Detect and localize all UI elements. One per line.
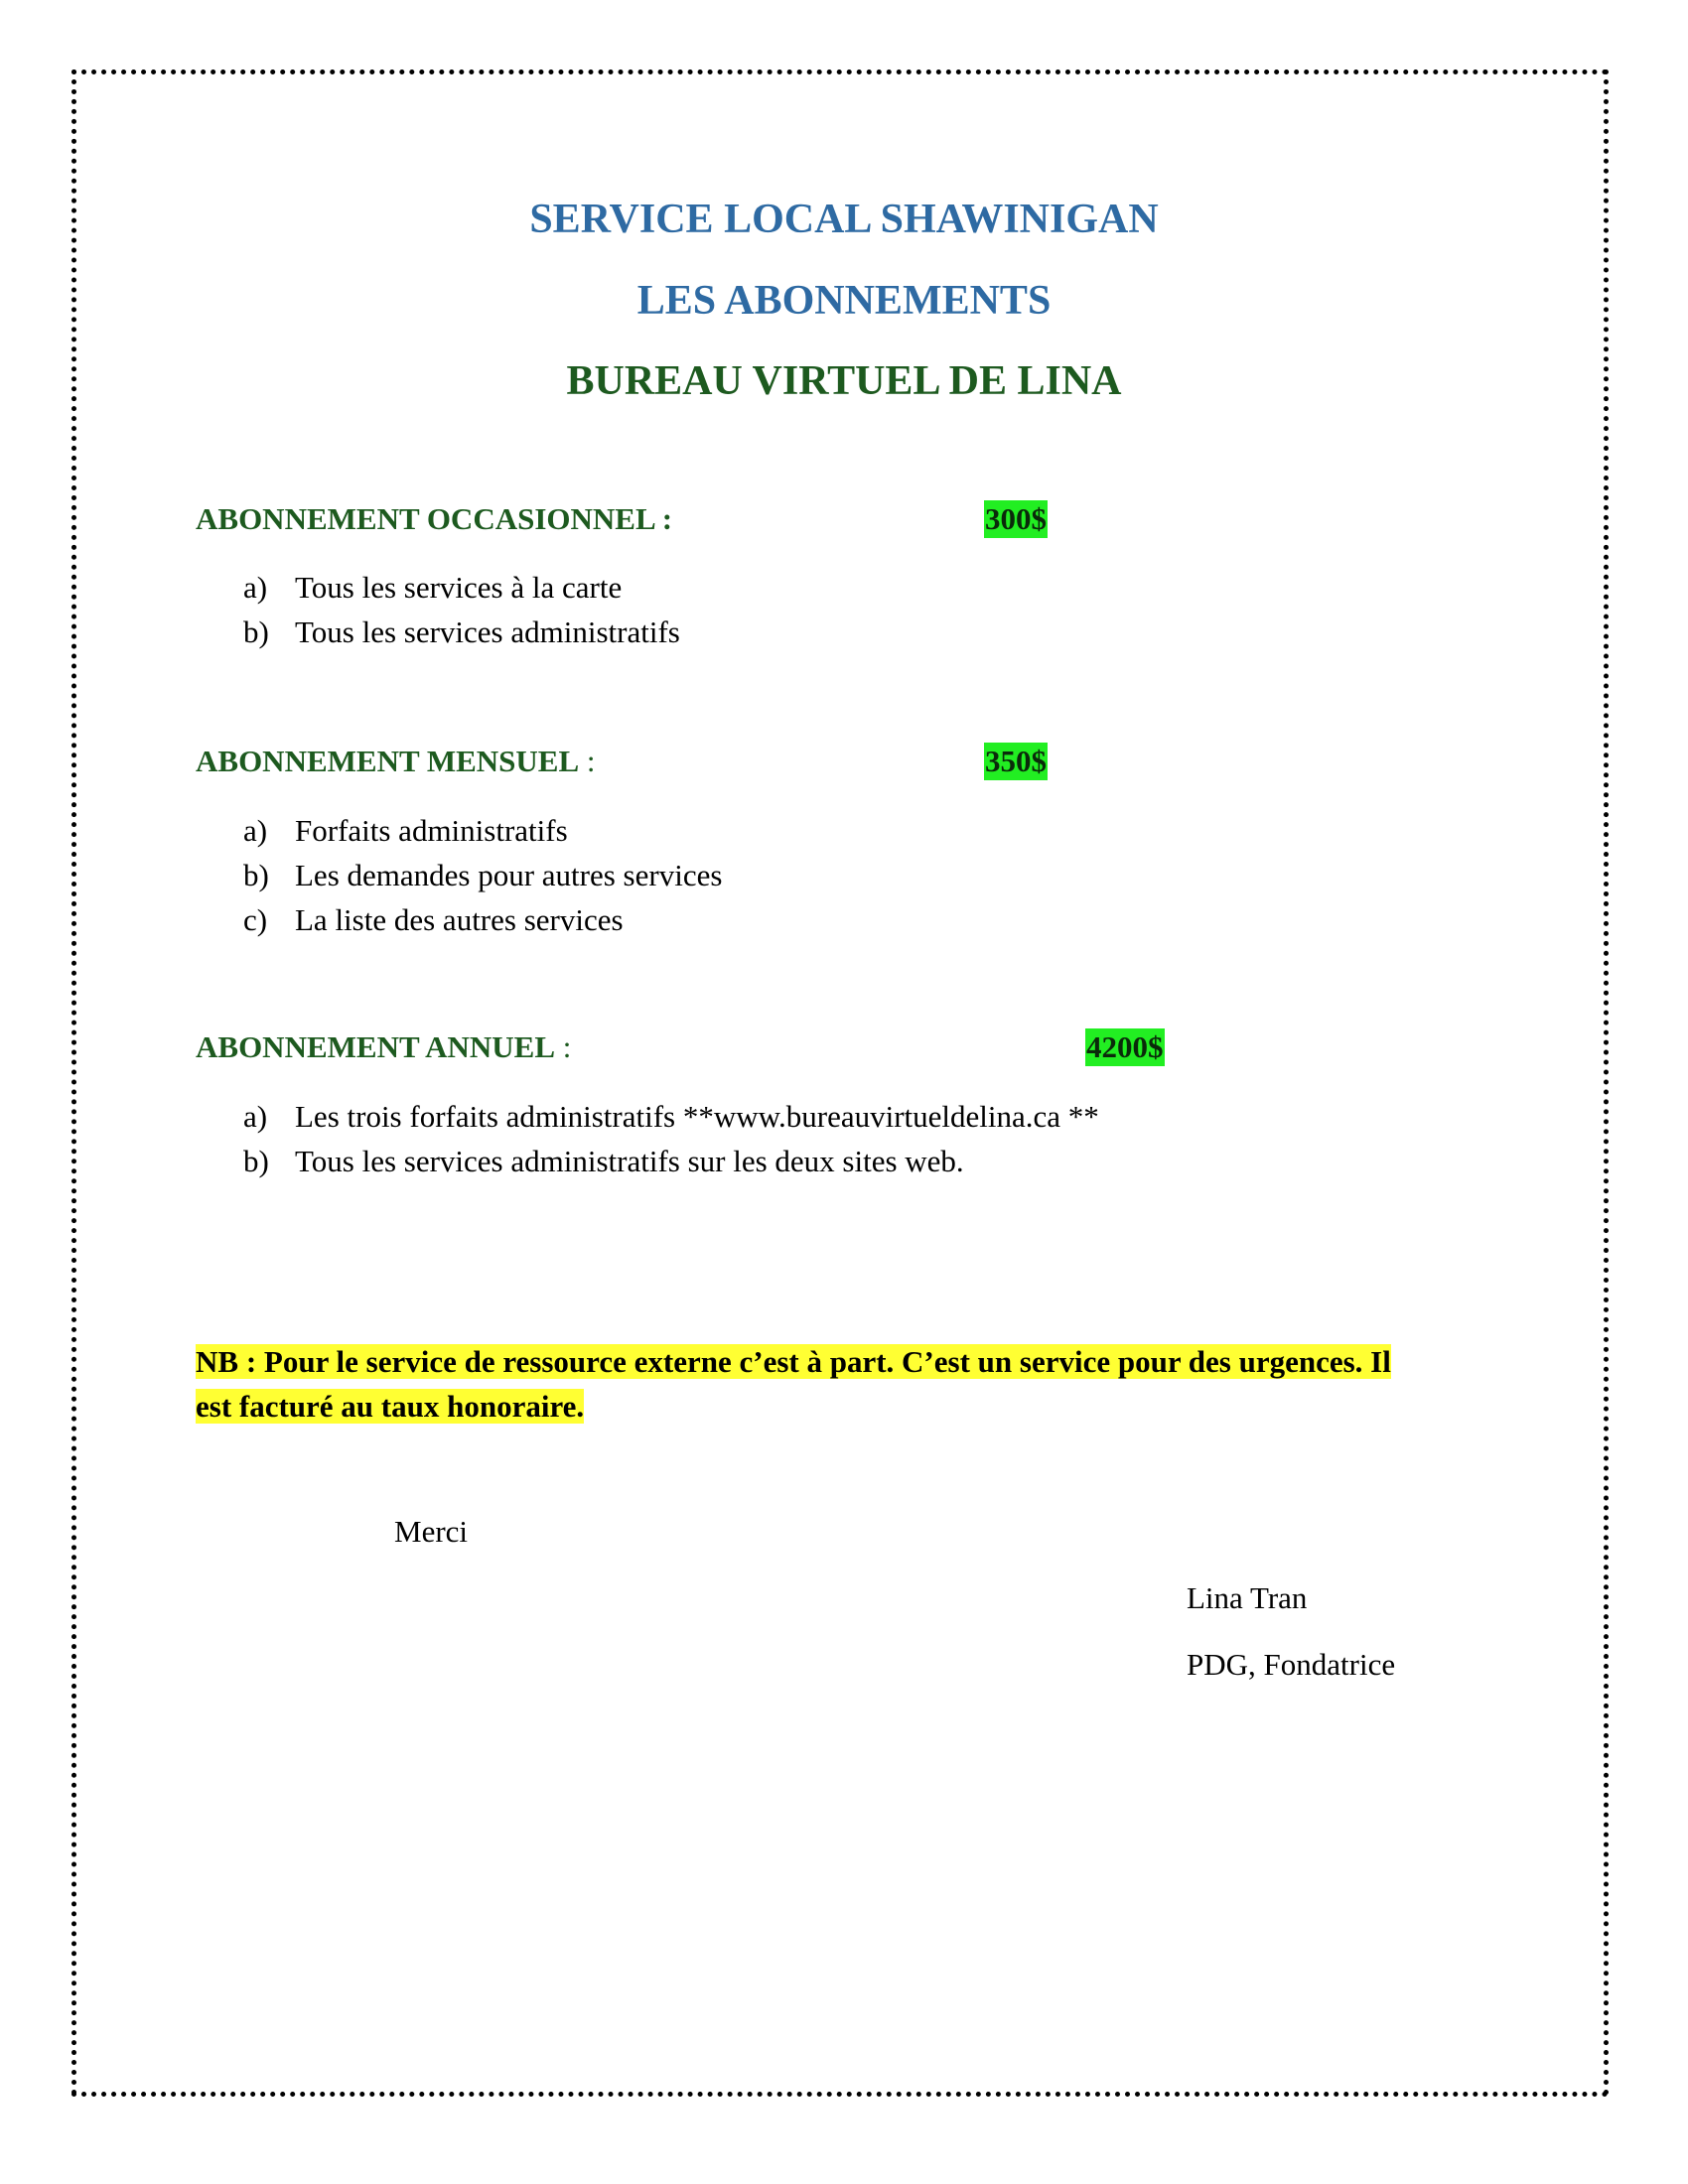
signature-role: PDG, Fondatrice [1187,1647,1396,1682]
note-line-1: NB : Pour le service de ressource externe c’est à part. C’est un service pour des urgences. Il [196,1344,1391,1379]
item-letter: a) [243,570,268,605]
list-item [243,1139,1099,1183]
item-text: Les trois forfaits administratifs **www.bureauvirtueldelina.ca ** [295,1099,1099,1134]
item-letter: a) [243,1099,268,1134]
item-text: La liste des autres services [295,902,624,937]
item-text: Forfaits administratifs [295,813,568,848]
item-letter: b) [243,858,269,892]
heading-label: ABONNEMENT MENSUEL [196,744,580,778]
price-occasionnel: 300$ [985,501,1047,536]
list-item [243,565,680,610]
heading-label: ABONNEMENT OCCASIONNEL [196,501,654,536]
list-item [243,853,722,897]
price-mensuel: 350$ [985,744,1047,778]
item-letter: a) [243,813,268,848]
item-text: Tous les services administratifs [295,614,680,649]
list-mensuel [243,808,722,942]
item-letter: c) [243,902,268,937]
heading-abonnement-annuel [196,1028,571,1066]
item-text: Tous les services administratifs sur les deux sites web. [295,1144,964,1178]
heading-colon: : [555,1029,572,1064]
item-letter: b) [243,1144,269,1178]
list-item [243,808,722,853]
heading-colon: : [653,501,673,536]
heading-abonnement-occasionnel [196,500,672,538]
closing-merci: Merci [394,1514,469,1549]
list-item [243,897,722,942]
note-paragraph [196,1339,1486,1429]
heading-label: ABONNEMENT ANNUEL [196,1029,556,1064]
list-occasionnel [243,565,680,654]
note-line-2: est facturé au taux honoraire. [196,1389,585,1424]
title-service-local: SERVICE LOCAL SHAWINIGAN [529,197,1159,242]
heading-colon: : [579,744,596,778]
item-text: Les demandes pour autres services [295,858,723,892]
title-abonnements: LES ABONNEMENTS [636,278,1052,324]
heading-abonnement-mensuel [196,743,596,780]
list-item [243,610,680,654]
price-annuel: 4200$ [1086,1029,1164,1064]
item-letter: b) [243,614,269,649]
list-annuel [243,1094,1099,1183]
item-text: Tous les services à la carte [295,570,623,605]
list-item [243,1094,1099,1139]
title-bureau-virtuel: BUREAU VIRTUEL DE LINA [566,358,1122,404]
signature-name: Lina Tran [1187,1580,1308,1615]
